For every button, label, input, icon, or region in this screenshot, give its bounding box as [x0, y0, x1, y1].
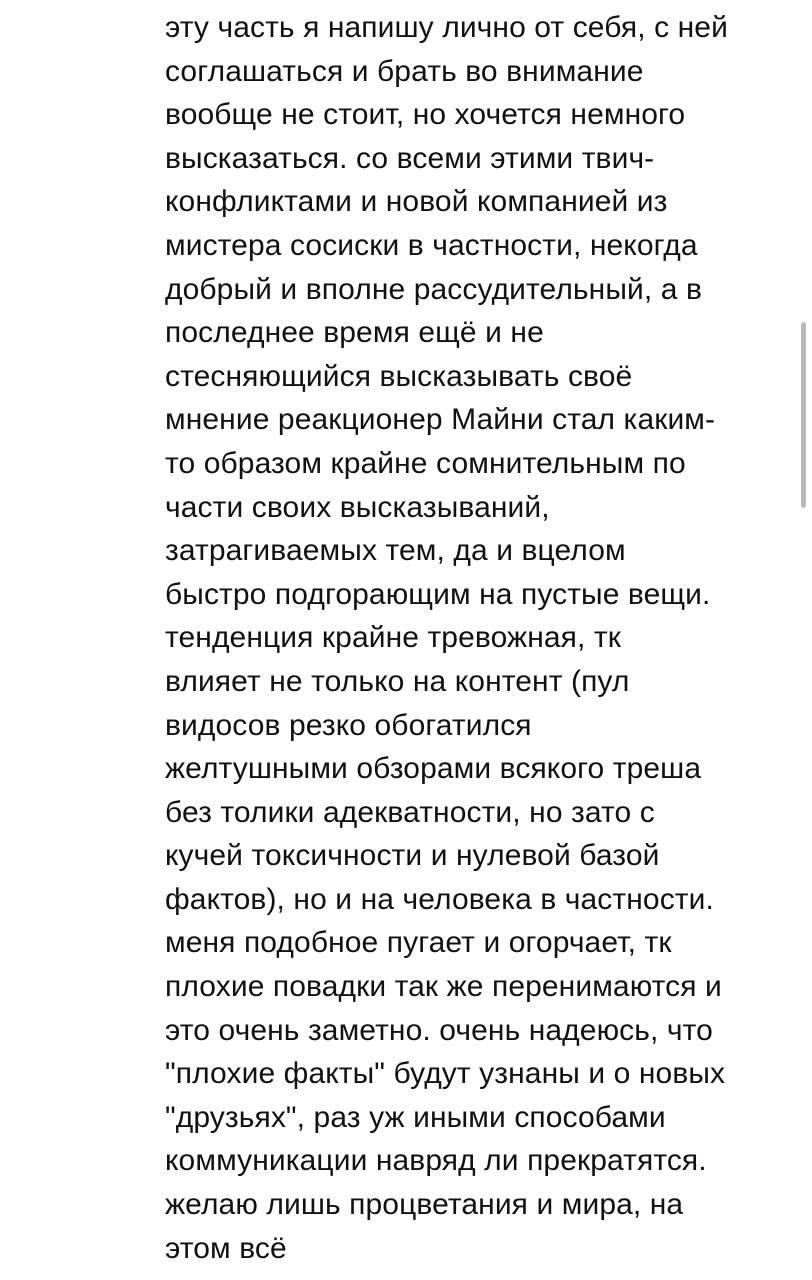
text-line: вообще не стоит, но хочется немного [165, 98, 686, 132]
scrollbar-thumb[interactable] [801, 322, 806, 508]
text-line: кучей токсичности и нулевой базой [165, 839, 660, 873]
text-line: мистера сосиски в частности, некогда [165, 228, 698, 262]
text-line: фактов), но и на человека в частности. [165, 882, 714, 916]
text-line: добрый и вполне рассудительный, а в [165, 272, 702, 306]
text-line: коммуникации навряд ли прекратятся. [165, 1144, 707, 1178]
text-line: соглашаться и брать во внимание [165, 54, 644, 88]
post-text [165, 6, 765, 1270]
text-line: этом всё [165, 1231, 287, 1265]
text-line: плохие повадки так же перенимаются и [165, 970, 722, 1004]
text-line: затрагиваемых тем, да и вцелом [165, 534, 626, 568]
text-line: конфликтами и новой компанией из [165, 185, 668, 219]
vertical-scrollbar[interactable] [801, 322, 806, 508]
text-line: тенденция крайне тревожная, тк [165, 621, 621, 655]
text-line: "плохие факты" будут узнаны и о новых [165, 1057, 726, 1091]
text-line: влияет не только на контент (пул [165, 664, 630, 698]
text-line: желтушными обзорами всякого треша [165, 752, 702, 786]
text-line: эту часть я напишу лично от себя, с ней [165, 11, 728, 44]
text-line: желаю лишь процветания и мира, на [165, 1188, 684, 1222]
text-line: меня подобное пугает и огорчает, тк [165, 926, 672, 960]
text-line: высказаться. со всеми этими твич- [165, 141, 655, 175]
text-line: части своих высказываний, [165, 490, 550, 524]
text-line: видосов резко обогатился [165, 708, 532, 742]
text-line: стесняющийся высказывать своё [165, 359, 633, 393]
text-line: последнее время ещё и не [165, 316, 544, 350]
text-line: без толики адекватности, но зато с [165, 795, 655, 829]
text-line: то образом крайне сомнительным по [165, 446, 686, 480]
text-line: это очень заметно. очень надеюсь, что [165, 1013, 713, 1047]
text-line: "друзьях", раз уж иными способами [165, 1100, 666, 1134]
text-line: быстро подгорающим на пустые вещи. [165, 577, 711, 611]
text-line: мнение реакционер Майни стал каким- [165, 403, 716, 437]
